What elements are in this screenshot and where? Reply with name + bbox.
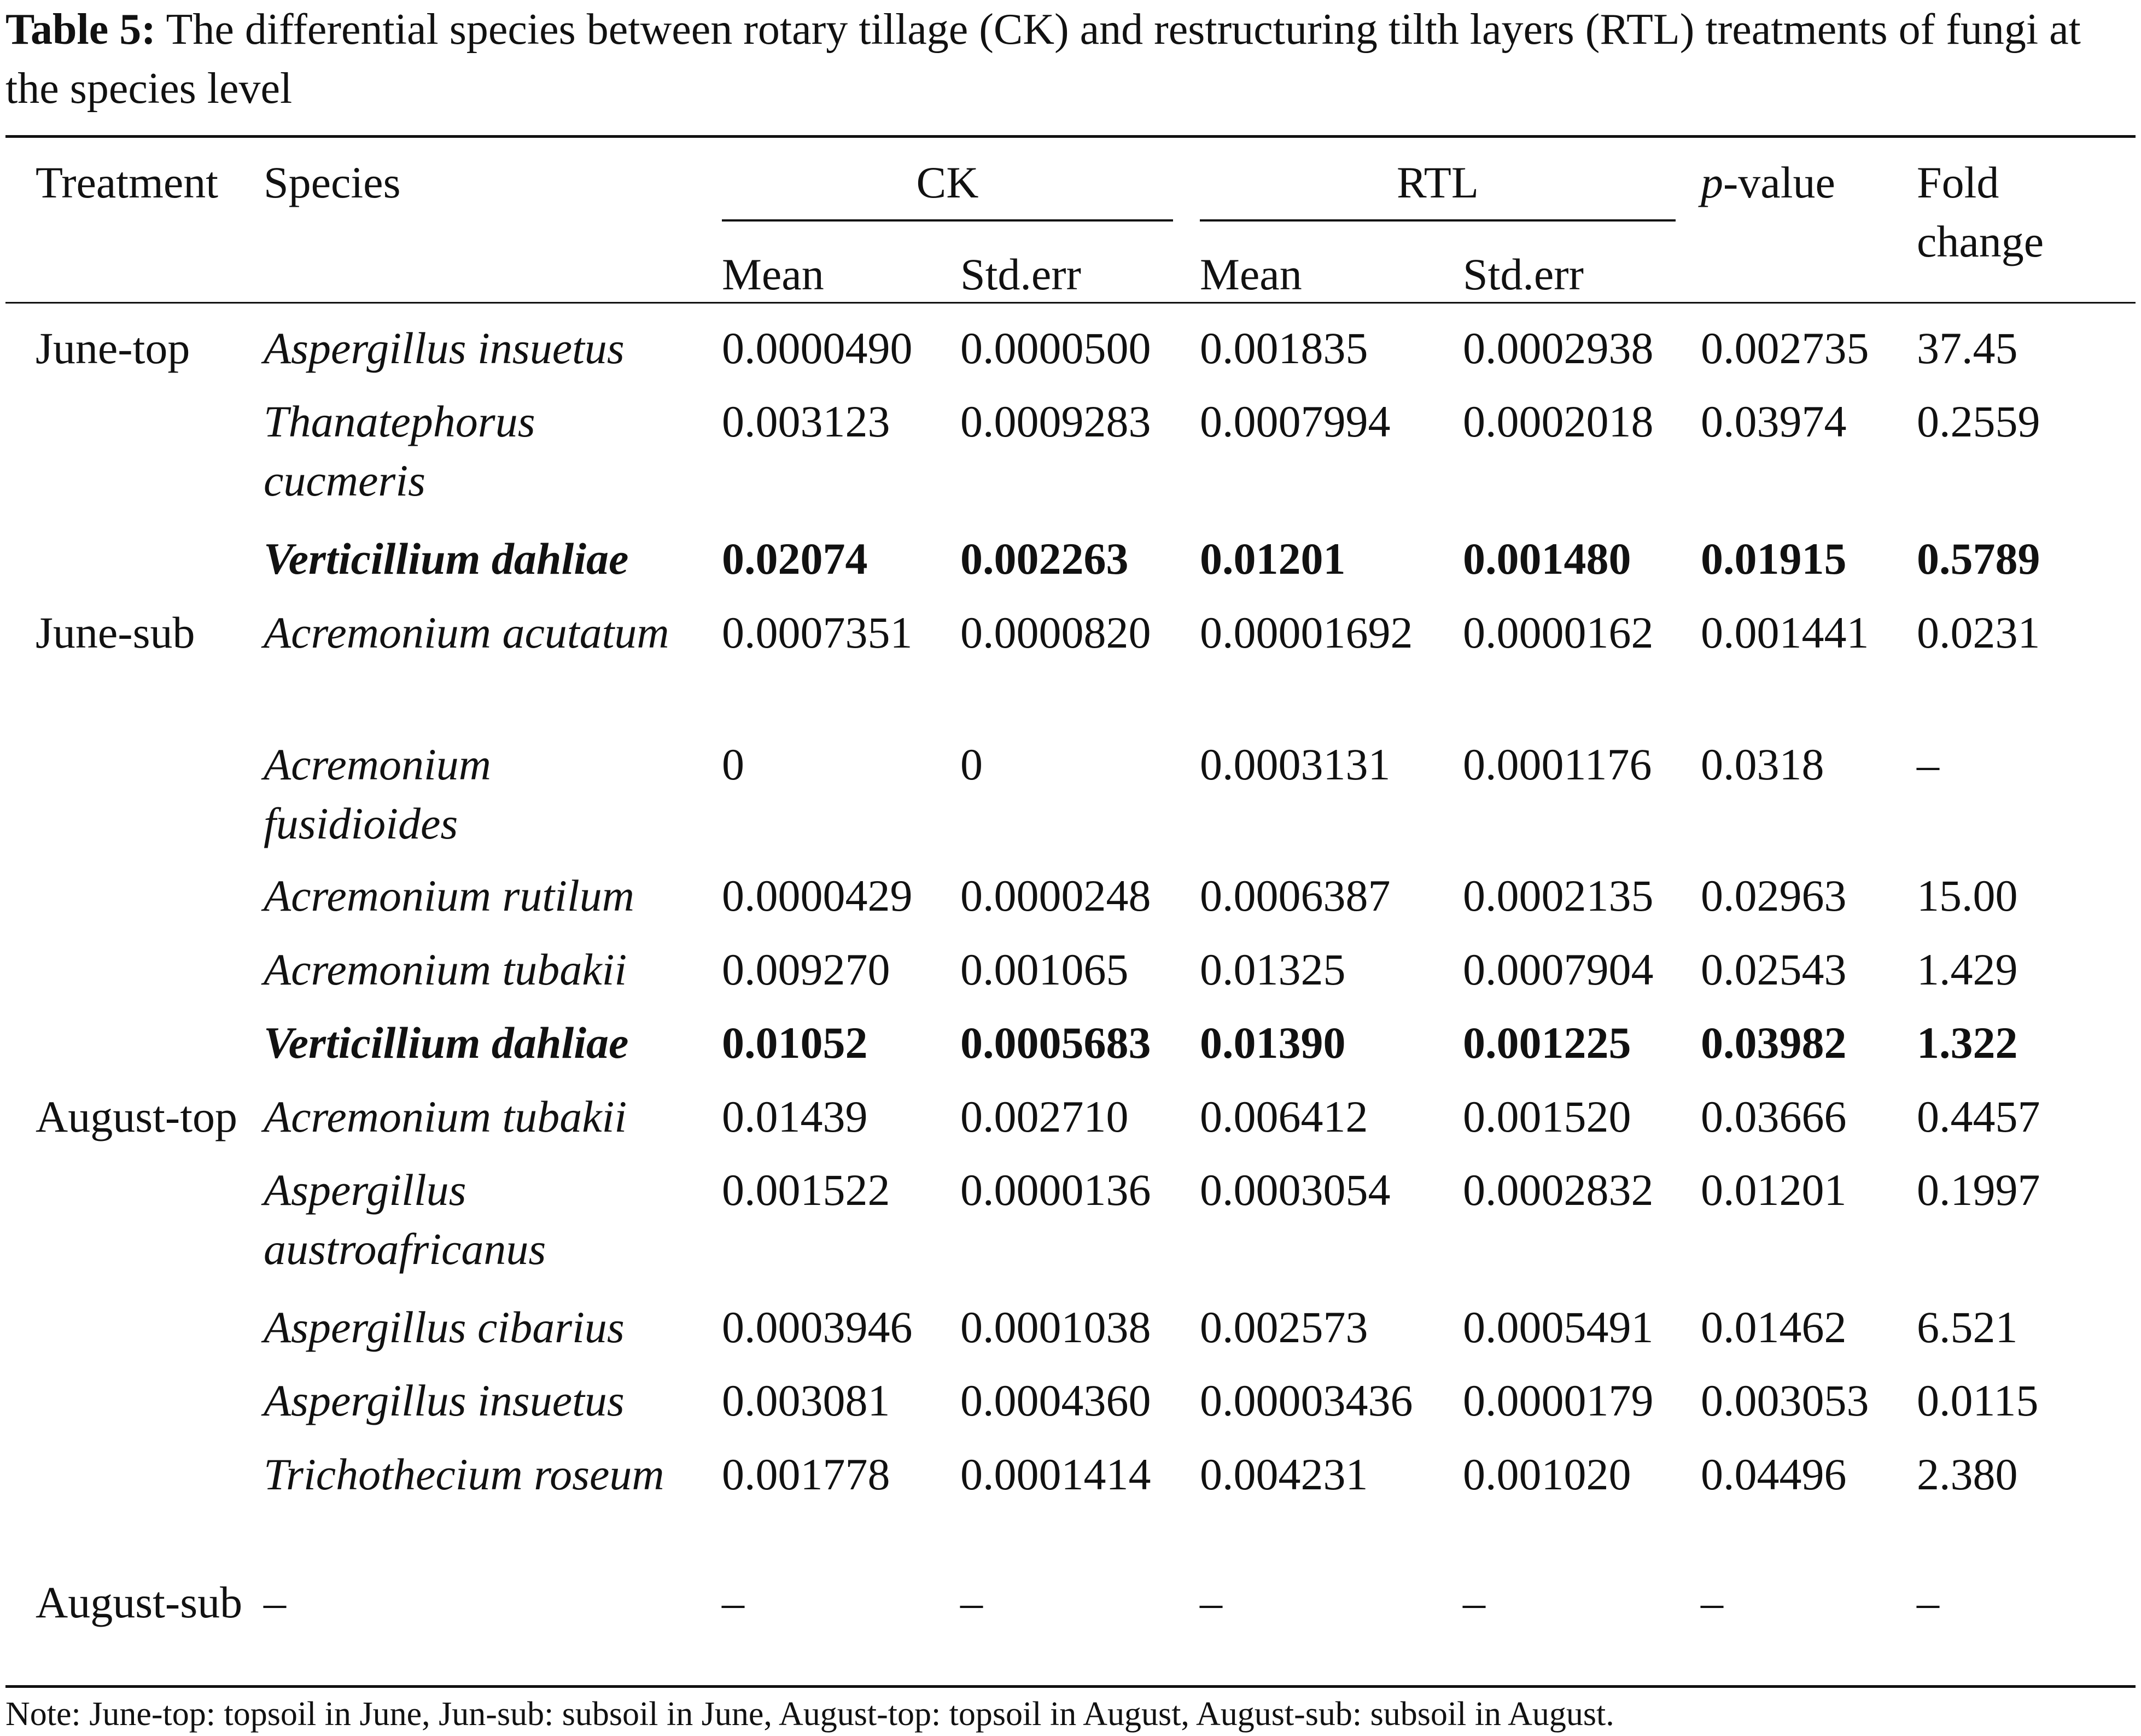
species-cell: Aspergillus austroafricanus	[264, 1165, 546, 1274]
ck-mean-cell: –	[722, 1577, 744, 1627]
rtl-stderr-cell: 0.0002018	[1463, 397, 1654, 446]
p-value-cell: 0.02963	[1701, 871, 1847, 921]
species-cell: Aspergillus insuetus	[264, 323, 625, 373]
ck-stderr-cell: 0.002710	[960, 1092, 1129, 1141]
p-value-cell: 0.002735	[1701, 323, 1869, 373]
fold-change-cell: 15.00	[1917, 871, 2018, 921]
species-cell: Verticillium dahliae	[264, 1018, 629, 1068]
fold-change-cell: 0.5789	[1917, 534, 2040, 584]
ck-stderr-cell: 0.0000136	[960, 1165, 1151, 1215]
fold-change-cell: 0.0115	[1917, 1376, 2039, 1425]
rtl-stderr-cell: 0.0002135	[1463, 871, 1654, 921]
header-rtl-stderr: Std.err	[1463, 249, 1584, 299]
fold-change-cell: 0.4457	[1917, 1092, 2040, 1141]
ck-stderr-cell: 0.0001414	[960, 1449, 1151, 1499]
ck-mean-cell: 0.003081	[722, 1376, 890, 1425]
fold-change-cell: 37.45	[1917, 323, 2018, 373]
fold-change-cell: 1.322	[1917, 1018, 2018, 1068]
fold-change-cell: 0.2559	[1917, 397, 2040, 446]
rtl-stderr-cell: 0.0002938	[1463, 323, 1654, 373]
p-value-cell: 0.03666	[1701, 1092, 1847, 1141]
ck-mean-cell: 0.01052	[722, 1018, 868, 1068]
species-cell: Acremonium fusidioides	[264, 739, 491, 848]
rtl-stderr-cell: 0.0002832	[1463, 1165, 1654, 1215]
ck-mean-cell: 0.0000490	[722, 323, 913, 373]
rtl-stderr-cell: 0.0007904	[1463, 945, 1654, 994]
rtl-stderr-cell: 0.001225	[1463, 1018, 1631, 1068]
ck-mean-cell: 0.0007351	[722, 608, 913, 657]
species-cell: Acremonium tubakii	[264, 945, 627, 994]
rtl-stderr-cell: 0.0001176	[1463, 739, 1652, 789]
fold-change-cell: 1.429	[1917, 945, 2018, 994]
ck-mean-cell: 0.003123	[722, 397, 890, 446]
p-value-cell: 0.01915	[1701, 534, 1847, 584]
ck-stderr-cell: 0.002263	[960, 534, 1129, 584]
ck-stderr-cell: 0.001065	[960, 945, 1129, 994]
table-caption	[5, 0, 2136, 118]
header-rtl-mean: Mean	[1200, 249, 1302, 299]
rtl-mean-cell: 0.00001692	[1200, 608, 1413, 657]
rtl-mean-cell: –	[1200, 1577, 1222, 1627]
ck-stderr-cell: 0	[960, 739, 983, 789]
rtl-stderr-cell: 0.001520	[1463, 1092, 1631, 1141]
rtl-mean-cell: 0.00003436	[1200, 1376, 1413, 1425]
rtl-stderr-cell: 0.0005491	[1463, 1302, 1654, 1352]
rtl-stderr-cell: 0.0000162	[1463, 608, 1654, 657]
fold-change-cell: 2.380	[1917, 1449, 2018, 1499]
p-value-cell: 0.0318	[1701, 739, 1824, 789]
ck-mean-cell: 0.009270	[722, 945, 890, 994]
species-cell: Thanatephorus cucmeris	[264, 397, 535, 505]
treatment-cell: June-sub	[36, 608, 195, 657]
rtl-mean-cell: 0.0003131	[1200, 739, 1391, 789]
rtl-mean-cell: 0.006412	[1200, 1092, 1368, 1141]
species-cell: Trichothecium roseum	[264, 1449, 664, 1499]
rtl-mean-cell: 0.001835	[1200, 323, 1368, 373]
p-value-cell: 0.03974	[1701, 397, 1847, 446]
p-value-cell: 0.01201	[1701, 1165, 1847, 1215]
ck-stderr-cell: –	[960, 1577, 983, 1627]
rtl-mean-cell: 0.0006387	[1200, 871, 1391, 921]
treatment-cell: August-sub	[36, 1577, 243, 1627]
p-value-cell: 0.04496	[1701, 1449, 1847, 1499]
ck-stderr-cell: 0.0000248	[960, 871, 1151, 921]
rtl-mean-cell: 0.01325	[1200, 945, 1346, 994]
header-p-suffix: -value	[1723, 158, 1835, 207]
species-cell: Verticillium dahliae	[264, 534, 629, 584]
caption-label: Table 5:	[5, 5, 156, 54]
header-ck: CK	[916, 158, 979, 207]
fold-change-cell: 0.1997	[1917, 1165, 2040, 1215]
rtl-mean-cell: 0.01390	[1200, 1018, 1346, 1068]
treatment-cell: June-top	[36, 323, 190, 373]
fold-change-cell: 0.0231	[1917, 608, 2040, 657]
header-p-letter: p	[1701, 158, 1723, 207]
species-cell: –	[264, 1577, 286, 1627]
species-cell: Acremonium tubakii	[264, 1092, 627, 1141]
table-note: Note: June-top: topsoil in June, Jun-sub: subsoil in June, August-top: topsoil in August, August-sub: subsoil in August.	[5, 1696, 1614, 1733]
header-species: Species	[264, 158, 401, 207]
rtl-stderr-cell: 0.0000179	[1463, 1376, 1654, 1425]
rtl-stderr-cell: 0.001480	[1463, 534, 1631, 584]
bottom-rule	[5, 1685, 2136, 1688]
ck-stderr-cell: 0.0004360	[960, 1376, 1151, 1425]
p-value-cell: 0.02543	[1701, 945, 1847, 994]
p-value-cell: 0.01462	[1701, 1302, 1847, 1352]
ck-mean-cell: 0.0003946	[722, 1302, 913, 1352]
ck-mean-cell: 0.02074	[722, 534, 868, 584]
ck-stderr-cell: 0.0001038	[960, 1302, 1151, 1352]
species-cell: Aspergillus cibarius	[264, 1302, 625, 1352]
header-fold-change: Fold change	[1917, 158, 2044, 266]
ck-mean-cell: 0.001522	[722, 1165, 890, 1215]
ck-mean-cell: 0.01439	[722, 1092, 868, 1141]
rtl-mean-cell: 0.0007994	[1200, 397, 1391, 446]
ck-span-rule	[722, 219, 1173, 222]
rtl-mean-cell: 0.004231	[1200, 1449, 1368, 1499]
fold-change-cell: –	[1917, 739, 1939, 789]
header-p-value	[1701, 153, 1835, 212]
rtl-mean-cell: 0.01201	[1200, 534, 1346, 584]
ck-stderr-cell: 0.0000820	[960, 608, 1151, 657]
ck-stderr-cell: 0.0000500	[960, 323, 1151, 373]
header-rtl: RTL	[1397, 158, 1479, 207]
top-rule	[5, 135, 2136, 138]
fold-change-cell: –	[1917, 1577, 1939, 1627]
species-cell: Acremonium rutilum	[264, 871, 634, 921]
rtl-stderr-cell: 0.001020	[1463, 1449, 1631, 1499]
ck-mean-cell: 0.001778	[722, 1449, 890, 1499]
ck-mean-cell: 0	[722, 739, 744, 789]
header-rule	[5, 302, 2136, 304]
ck-mean-cell: 0.0000429	[722, 871, 913, 921]
ck-stderr-cell: 0.0005683	[960, 1018, 1151, 1068]
species-cell: Aspergillus insuetus	[264, 1376, 625, 1425]
p-value-cell: –	[1701, 1577, 1723, 1627]
rtl-stderr-cell: –	[1463, 1577, 1485, 1627]
treatment-cell: August-top	[36, 1092, 237, 1141]
header-ck-stderr: Std.err	[960, 249, 1081, 299]
caption-text: The differential species between rotary tillage (CK) and restructuring tilth layers (RTL) treatments of fungi at the species level	[5, 5, 2081, 113]
rtl-mean-cell: 0.0003054	[1200, 1165, 1391, 1215]
species-cell: Acremonium acutatum	[264, 608, 669, 657]
p-value-cell: 0.003053	[1701, 1376, 1869, 1425]
ck-stderr-cell: 0.0009283	[960, 397, 1151, 446]
fold-change-cell: 6.521	[1917, 1302, 2018, 1352]
header-ck-mean: Mean	[722, 249, 824, 299]
rtl-mean-cell: 0.002573	[1200, 1302, 1368, 1352]
rtl-span-rule	[1200, 219, 1676, 222]
p-value-cell: 0.03982	[1701, 1018, 1847, 1068]
header-treatment: Treatment	[36, 158, 219, 207]
p-value-cell: 0.001441	[1701, 608, 1869, 657]
